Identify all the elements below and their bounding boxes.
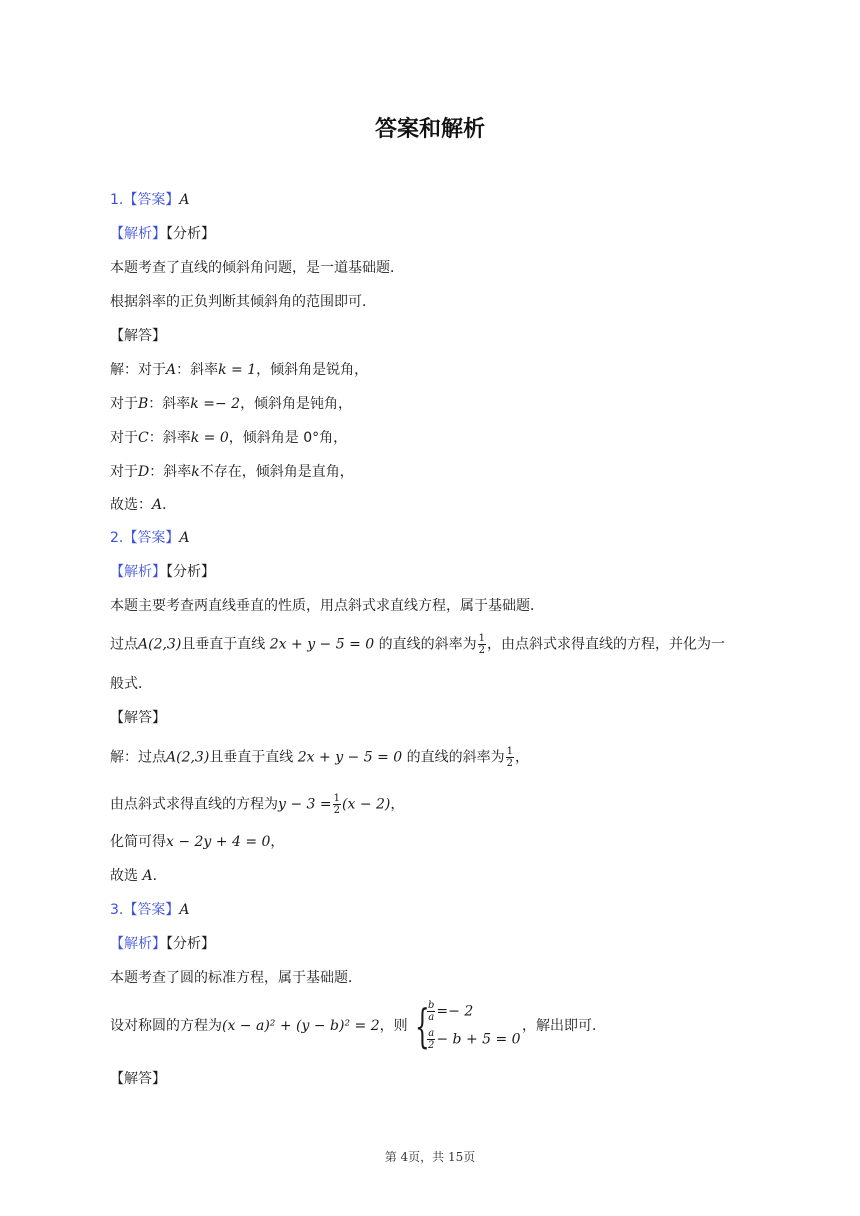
q1-analysis-tag: 【解析】 [110, 226, 166, 242]
text: ， [515, 749, 530, 766]
text: ：斜率 [148, 430, 191, 446]
math: A [142, 868, 153, 884]
text: ，由点斜式求得直线的方程，并化为一 [487, 636, 726, 653]
math: k = 1 [218, 362, 257, 378]
q1-answer-tag: 【答案】 [123, 192, 180, 208]
text: ． [162, 497, 177, 513]
text: 的直线的斜率为 [374, 636, 477, 653]
numerator: 1 [478, 633, 486, 644]
text: ，倾斜角是钝角， [240, 396, 353, 412]
fraction [478, 633, 486, 656]
text: 化简可得 [110, 834, 166, 850]
system-eq-1 [426, 1000, 473, 1023]
text: 由点斜式求得直线的方程为 [110, 796, 278, 813]
q2-solution-tag: 【解答】 [110, 710, 166, 726]
q1-solution-4 [110, 462, 354, 482]
q1-solution-2 [110, 394, 352, 414]
q2-analysis-tag: 【解析】 [110, 564, 166, 580]
q2-solution-2 [110, 793, 404, 816]
text: ：斜率 [149, 464, 192, 480]
denominator: 2 [478, 645, 486, 656]
math: y − 3 = [278, 796, 332, 813]
math: A(2,3) [138, 636, 182, 653]
fraction [427, 1028, 435, 1051]
denominator: 2 [506, 758, 514, 769]
math: 2x + y − 5 = 0 [297, 749, 403, 766]
text: 过点 [110, 636, 138, 653]
text: ：斜率 [148, 396, 191, 412]
text: 不存在，倾斜角是直角， [199, 464, 354, 480]
text: ． [152, 868, 167, 884]
text: 故选： [110, 497, 152, 513]
fraction [427, 1000, 435, 1023]
q1-analysis-1: 本题考查了直线的倾斜角问题，是一道基础题． [110, 260, 404, 276]
q3-analysis-2-tail: ，解出即可． [522, 1018, 606, 1034]
numerator: 1 [506, 746, 514, 757]
numerator: a [428, 1028, 435, 1039]
math: (x − 2) [342, 796, 391, 813]
q3-analysis-1: 本题考查了圆的标准方程，属于基础题． [110, 970, 362, 986]
q3-answer-line [110, 900, 189, 920]
q3-answer-tag: 【答案】 [123, 902, 180, 918]
q1-solution-5 [110, 495, 176, 515]
math: k =− 2 [190, 396, 241, 412]
q2-solution-3 [110, 832, 284, 852]
q1-solution-3 [110, 428, 347, 448]
math: C [138, 430, 149, 446]
numerator: 1 [333, 793, 341, 804]
math: D [138, 464, 150, 480]
q2-number: 2. [110, 530, 124, 546]
text: 解：对于 [110, 362, 166, 378]
text: ，倾斜角是锐角， [256, 362, 369, 378]
q2-answer-tag: 【答案】 [123, 530, 180, 546]
q1-analysis-2: 根据斜率的正负判断其倾斜角的范围即可． [110, 294, 376, 310]
text: ， [270, 834, 285, 850]
q1-number: 1. [110, 192, 124, 208]
denominator: 2 [333, 805, 341, 816]
math: A [152, 497, 163, 513]
fraction [333, 793, 341, 816]
q2-analysis-1: 本题主要考查两直线垂直的性质，用点斜式求直线方程，属于基础题． [110, 598, 544, 614]
q2-solution-1 [110, 746, 529, 769]
text: 设对称圆的方程为 [110, 1018, 222, 1034]
q2-analysis-3: 般式． [110, 676, 152, 692]
q2-answer: A [179, 530, 190, 546]
q3-analysis-2-text [110, 1016, 408, 1036]
system-eq-2 [426, 1028, 521, 1051]
text: ，倾斜角是 0°角， [228, 430, 348, 446]
math: (x − a)² + (y − b)² = 2 [222, 1018, 380, 1034]
q3-analysis-tag: 【解析】 [110, 936, 166, 952]
q2-analysis-2 [110, 633, 725, 656]
q2-solution-4 [110, 866, 167, 886]
brace: { [415, 999, 430, 1053]
text: ， [390, 796, 405, 813]
q1-solution-1 [110, 360, 368, 380]
math: − b + 5 = 0 [436, 1031, 521, 1048]
text: 的直线的斜率为 [402, 749, 505, 766]
math: A [166, 362, 177, 378]
text: 对于 [110, 464, 138, 480]
page-title: 答案和解析 [374, 117, 485, 142]
text: 且垂直于直线 [209, 749, 298, 766]
math: B [138, 396, 149, 412]
denominator: 2 [428, 1040, 435, 1051]
q3-analysis-tags [110, 934, 215, 954]
q3-fenxi-tag: 【分析】 [166, 936, 215, 952]
math: =− 2 [436, 1003, 474, 1020]
math: k = 0 [190, 430, 229, 446]
math: A(2,3) [166, 749, 210, 766]
q3-number: 3. [110, 902, 124, 918]
text: 对于 [110, 430, 138, 446]
text: 解：过点 [110, 749, 166, 766]
text: ：斜率 [176, 362, 219, 378]
q1-fenxi-tag: 【分析】 [166, 226, 215, 242]
text: ，则 [379, 1018, 408, 1034]
text: 故选 [110, 868, 143, 884]
q2-fenxi-tag: 【分析】 [166, 564, 215, 580]
q1-analysis-tags [110, 224, 215, 244]
numerator: b [428, 1000, 435, 1011]
math: 2x + y − 5 = 0 [269, 636, 375, 653]
fraction [506, 746, 514, 769]
text: 且垂直于直线 [181, 636, 270, 653]
q2-answer-line [110, 528, 189, 548]
q3-solution-tag: 【解答】 [110, 1071, 166, 1087]
math: k [191, 464, 200, 480]
math: x − 2y + 4 = 0 [166, 834, 271, 850]
text: 对于 [110, 396, 138, 412]
q2-analysis-tags [110, 562, 215, 582]
q1-answer: A [179, 192, 190, 208]
q1-answer-line [110, 190, 189, 210]
page-footer: 第 4页，共 15页 [384, 1150, 476, 1164]
denominator: a [428, 1012, 435, 1023]
q3-answer: A [179, 902, 190, 918]
q1-solution-tag: 【解答】 [110, 328, 166, 344]
